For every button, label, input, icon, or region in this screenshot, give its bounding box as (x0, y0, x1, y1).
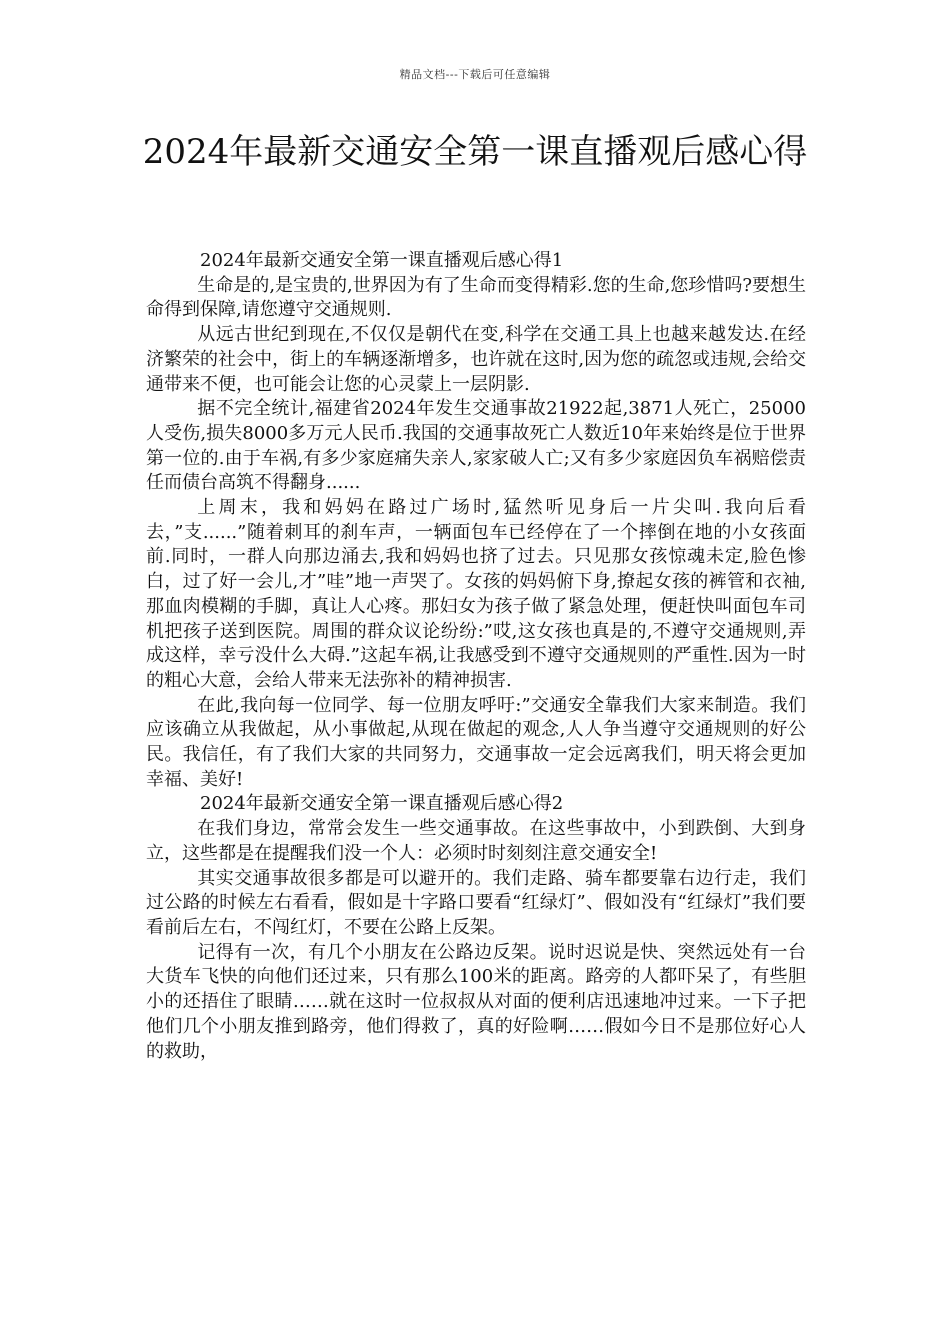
section-heading-2: 2024年最新交通安全第一课直播观后感心得2 (200, 793, 564, 815)
document-body (146, 249, 806, 1064)
paragraph: 生命是的,是宝贵的,世界因为有了生命而变得精彩.您的生命,您珍惜吗?要想生命得到保障,请您遵守交通规则. (146, 274, 806, 321)
paragraph: 上周末，我和妈妈在路过广场时,猛然听见身后一片尖叫.我向后看去，”支......”随着刺耳的刹车声，一辆面包车已经停在了一个摔倒在地的小女孩面前.同时，一群人向那边涌去,我和妈妈也挤了过去。只见那女孩惊魂未定,脸色惨白，过了好一会儿,才”哇”地一声哭了。女孩的妈妈俯下身,撩起女孩的裤管和衣袖,那血肉模糊的手脚，真让人心疼。那妇女为孩子做了紧急处理，便赶快叫面包车司机把孩子送到医院。周围的群众议论纷纷:”哎,这女孩也真是的,不遵守交通规则,弄成这样，幸亏没什么大碍.”这起车祸,让我感受到不遵守交通规则的严重性.因为一时的粗心大意，会给人带来无法弥补的精神损害. (146, 497, 806, 691)
document-title: 2024年最新交通安全第一课直播观后感心得 (142, 132, 808, 172)
paragraph: 记得有一次，有几个小朋友在公路边反架。说时迟说是快、突然远处有一台大货车飞快的向他们还过来，只有那么100米的距离。路旁的人都吓呆了，有些胆小的还捂住了眼睛……就在这时一位叔叔从对面的便利店迅速地冲过来。一下子把他们几个小朋友推到路旁，他们得救了，真的好险啊……假如今日不是那位好心人的救助， (146, 941, 806, 1062)
paragraph: 据不完全统计,福建省2024年发生交通事故21922起,3871人死亡，25000人受伤,损失8000多万元人民币.我国的交通事故死亡人数近10年来始终是位于世界第一位的.由于车祸,有多少家庭痛失亲人,家家破人亡;又有多少家庭因负车祸赔偿责任而债台高筑不得翻身...... (146, 398, 806, 494)
header-note: 精品文档---下载后可任意编辑 (399, 68, 551, 81)
paragraph: 在此,我向每一位同学、每一位朋友呼吁:”交通安全靠我们大家来制造。我们应该确立从我做起，从小事做起,从现在做起的观念,人人争当遵守交通规则的好公民。我信任，有了我们大家的共同努力，交通事故一定会远离我们，明天将会更加幸福、美好! (146, 694, 806, 790)
paragraph: 从远古世纪到现在,不仅仅是朝代在变,科学在交通工具上也越来越发达.在经济繁荣的社会中，街上的车辆逐渐增多，也许就在这时,因为您的疏忽或违规,会给交通带来不便，也可能会让您的心灵蒙上一层阴影. (146, 324, 806, 395)
section-heading-1: 2024年最新交通安全第一课直播观后感心得1 (200, 250, 564, 271)
paragraph: 在我们身边，常常会发生一些交通事故。在这些事故中，小到跌倒、大到身立，这些都是在提醒我们没一个人：必须时时刻刻注意交通安全! (146, 818, 806, 864)
paragraph: 其实交通事故很多都是可以避开的。我们走路、骑车都要靠右边行走，我们过公路的时候左右看看，假如是十字路口要看“红绿灯”、假如没有“红绿灯”我们要看前后左右，不闯红灯，不要在公路上反架。 (146, 867, 806, 938)
